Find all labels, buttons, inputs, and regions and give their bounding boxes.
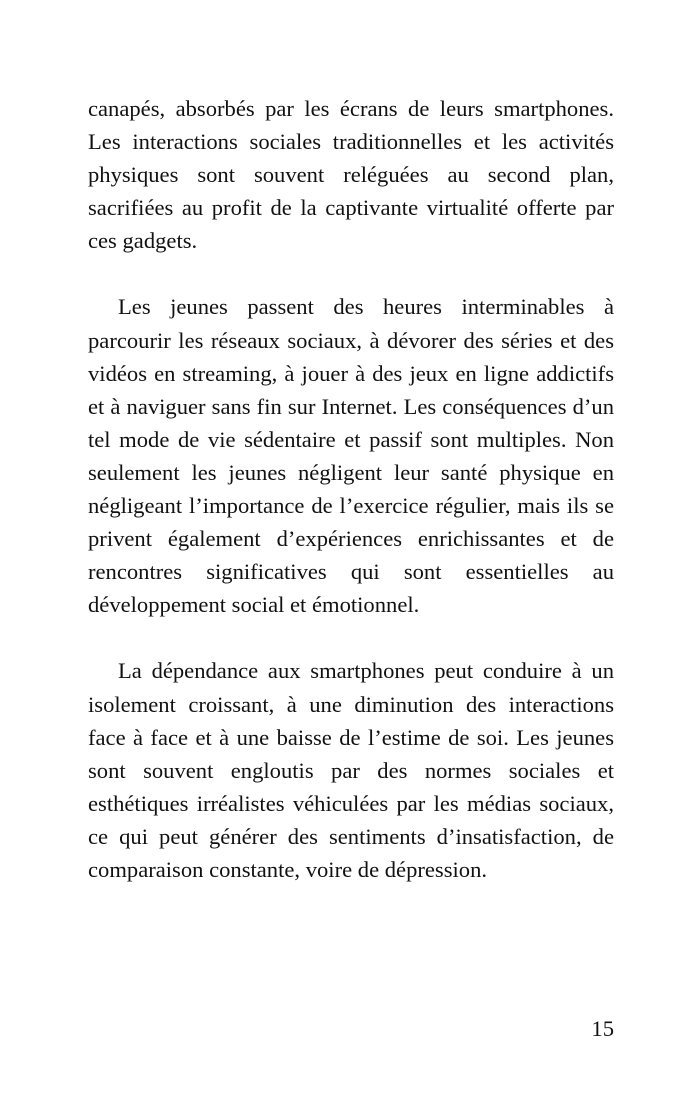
paragraph-sedentary-habits: Les jeunes passent des heures interminables à parcourir les réseaux sociaux, à dévorer des séries et des vidéos en streaming, à jouer à des jeux en ligne addictifs et à naviguer sans fin sur Internet. Les conséquences d’un tel mode de vie sédentaire et passif sont multiples. Non seulement les jeunes négligent leur santé physique en négligeant l’importance de l’exercice régulier, mais ils se privent également d’expériences enrichissantes et de rencontres significatives qui sont essentielles au développement social et émotionnel.	[88, 294, 614, 618]
paragraph-smartphone-dependence: La dépendance aux smartphones peut conduire à un isolement croissant, à une diminution des interactions face à face et à une baisse de l’estime de soi. Les jeunes sont souvent engloutis par des normes sociales et esthétiques irréalistes véhiculées par les médias sociaux, ce qui peut générer des sentiments d’insatisfaction, de comparaison constante, voire de dépression.	[88, 658, 614, 882]
page-number: 15	[591, 1016, 614, 1041]
page-body	[88, 92, 614, 886]
paragraph-continuation: canapés, absorbés par les écrans de leurs smartphones. Les interactions sociales traditionnelles et les activités physiques sont souvent reléguées au second plan, sacrifiées au profit de la captivante virtualité offerte par ces gadgets.	[88, 96, 614, 254]
